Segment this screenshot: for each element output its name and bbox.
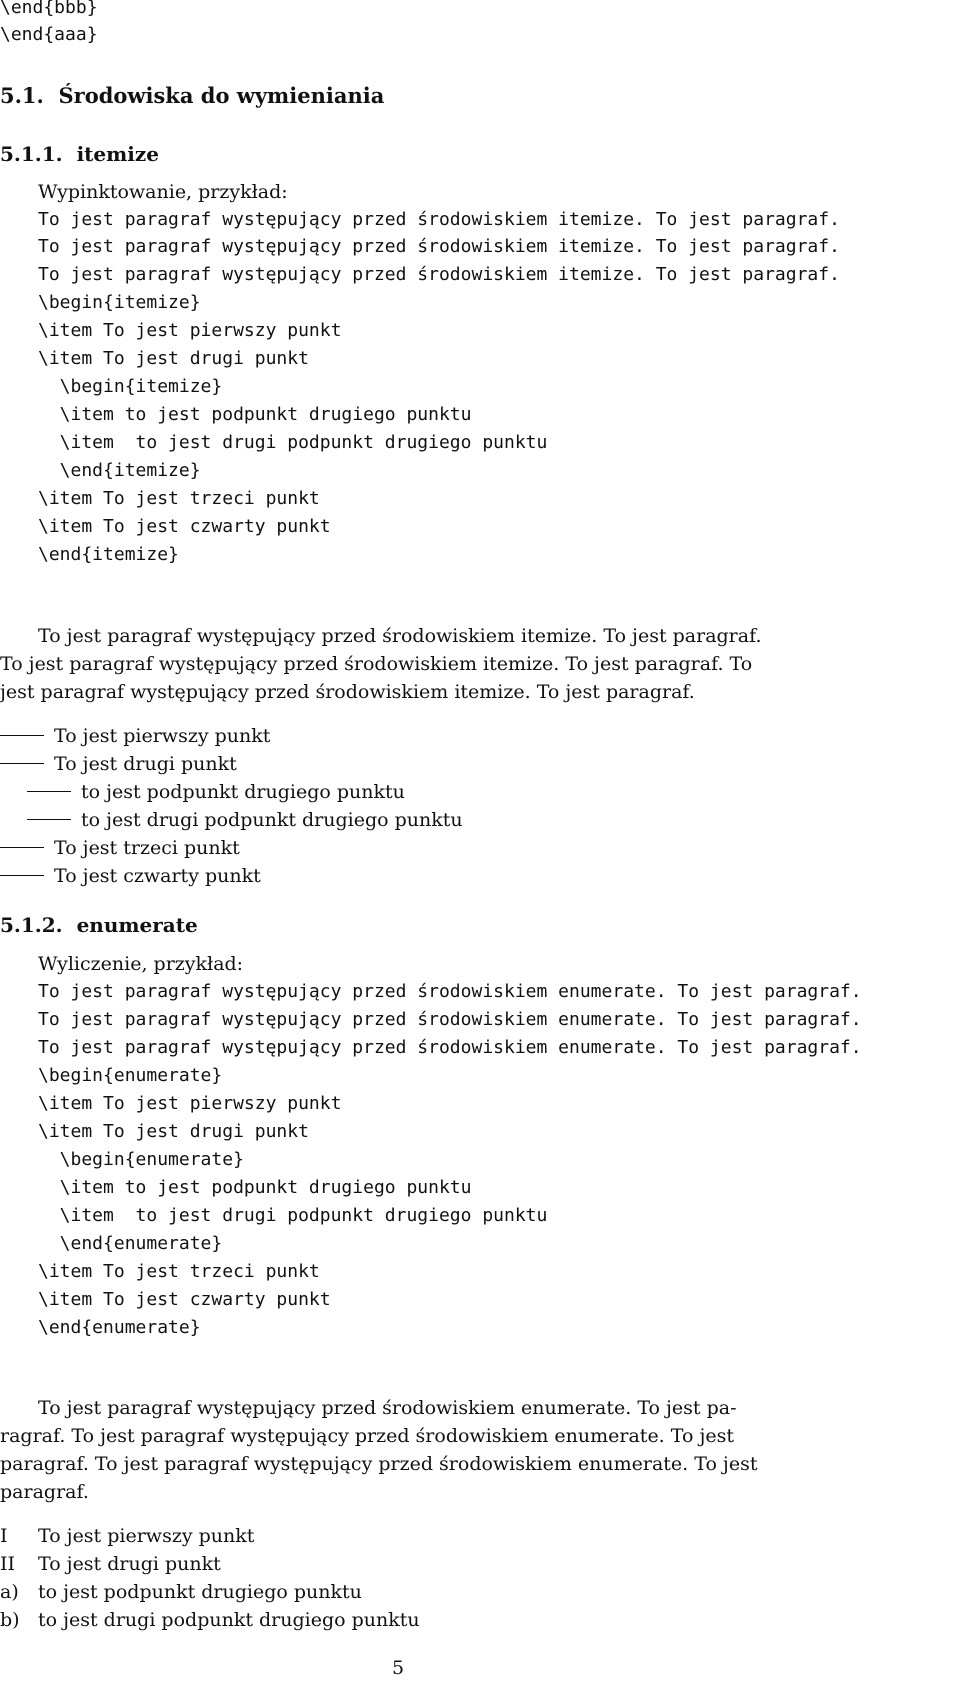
list-item: To jest czwarty punkt xyxy=(0,862,261,890)
subsection-number: 5.1.2. xyxy=(0,913,63,937)
section-title: Środowiska do wymieniania xyxy=(58,83,385,108)
list-item: To jest trzeci punkt xyxy=(0,834,240,862)
paragraph-line: To jest paragraf występujący przed środowiskiem itemize. To jest paragraf. To xyxy=(0,653,753,675)
list-item: To jest drugi punkt xyxy=(0,750,237,778)
dash-bullet-icon xyxy=(0,735,44,736)
paragraph-line: paragraf. xyxy=(0,1481,89,1503)
code-line: To jest paragraf występujący przed środowiskiem enumerate. To jest paragraf. xyxy=(38,1009,862,1030)
subsection-heading xyxy=(0,911,198,939)
subsection-heading xyxy=(0,140,159,168)
code-line: To jest paragraf występujący przed środowiskiem itemize. To jest paragraf. xyxy=(38,209,840,230)
dash-bullet-icon xyxy=(0,763,44,764)
dash-bullet-icon xyxy=(0,875,44,876)
enum-label: a) xyxy=(0,1581,19,1603)
paragraph-line: jest paragraf występujący przed środowiskiem itemize. To jest paragraf. xyxy=(0,681,695,703)
code-line: To jest paragraf występujący przed środowiskiem itemize. To jest paragraf. xyxy=(38,236,840,257)
dash-bullet-icon xyxy=(27,819,71,820)
dash-bullet-icon xyxy=(27,791,71,792)
dash-bullet-icon xyxy=(0,847,44,848)
paragraph-line: To jest paragraf występujący przed środowiskiem enumerate. To jest pa- xyxy=(38,1397,737,1419)
enum-label: b) xyxy=(0,1609,20,1631)
code-line: \item to jest podpunkt drugiego punktu xyxy=(38,404,472,425)
code-line: \item to jest podpunkt drugiego punktu xyxy=(38,1177,472,1198)
code-line: To jest paragraf występujący przed środowiskiem itemize. To jest paragraf. xyxy=(38,264,840,285)
code-line: \item to jest drugi podpunkt drugiego punktu xyxy=(38,432,548,453)
list-item: To jest pierwszy punkt xyxy=(0,722,270,750)
list-subitem: to jest podpunkt drugiego punktu xyxy=(27,778,405,806)
intro-text: Wyliczenie, przykład: xyxy=(38,953,244,975)
subsection-title: enumerate xyxy=(76,913,198,937)
list-subitem: to jest drugi podpunkt drugiego punktu xyxy=(27,806,463,834)
code-line: \item to jest drugi podpunkt drugiego punktu xyxy=(38,1205,548,1226)
code-line: \item To jest pierwszy punkt xyxy=(38,320,342,341)
enum-subitem: b) to jest drugi podpunkt drugiego punktu xyxy=(0,1606,420,1634)
code-line: \end{aaa} xyxy=(0,24,98,45)
section-number: 5.1. xyxy=(0,83,44,108)
subsection-title: itemize xyxy=(76,142,159,166)
paragraph-line: paragraf. To jest paragraf występujący przed środowiskiem enumerate. To jest xyxy=(0,1453,758,1475)
code-line: \item To jest trzeci punkt xyxy=(38,488,320,509)
code-line: \item To jest drugi punkt xyxy=(38,348,309,369)
enum-item: I To jest pierwszy punkt xyxy=(0,1522,254,1550)
section-heading xyxy=(0,82,384,110)
code-line: \begin{enumerate} xyxy=(38,1065,223,1086)
page-number: 5 xyxy=(392,1657,405,1679)
enum-label: II xyxy=(0,1553,16,1575)
code-line: \begin{enumerate} xyxy=(38,1149,244,1170)
enum-label: I xyxy=(0,1525,8,1547)
code-line: To jest paragraf występujący przed środowiskiem enumerate. To jest paragraf. xyxy=(38,1037,862,1058)
code-line: \end{bbb} xyxy=(0,0,98,18)
code-line: \item To jest pierwszy punkt xyxy=(38,1093,342,1114)
paragraph-line: ragraf. To jest paragraf występujący przed środowiskiem enumerate. To jest xyxy=(0,1425,734,1447)
enum-subitem: a) to jest podpunkt drugiego punktu xyxy=(0,1578,362,1606)
code-line: \item To jest czwarty punkt xyxy=(38,1289,331,1310)
code-line: \item To jest czwarty punkt xyxy=(38,516,331,537)
code-line: \end{itemize} xyxy=(38,544,179,565)
code-line: \begin{itemize} xyxy=(38,376,223,397)
code-line: \end{enumerate} xyxy=(38,1233,223,1254)
intro-text: Wypinktowanie, przykład: xyxy=(38,181,288,203)
paragraph-line: To jest paragraf występujący przed środowiskiem itemize. To jest paragraf. xyxy=(38,625,762,647)
enum-item: II To jest drugi punkt xyxy=(0,1550,221,1578)
code-line: To jest paragraf występujący przed środowiskiem enumerate. To jest paragraf. xyxy=(38,981,862,1002)
code-line: \begin{itemize} xyxy=(38,292,201,313)
code-line: \end{enumerate} xyxy=(38,1317,201,1338)
code-line: \item To jest trzeci punkt xyxy=(38,1261,320,1282)
code-line: \end{itemize} xyxy=(38,460,201,481)
code-line: \item To jest drugi punkt xyxy=(38,1121,309,1142)
subsection-number: 5.1.1. xyxy=(0,142,63,166)
